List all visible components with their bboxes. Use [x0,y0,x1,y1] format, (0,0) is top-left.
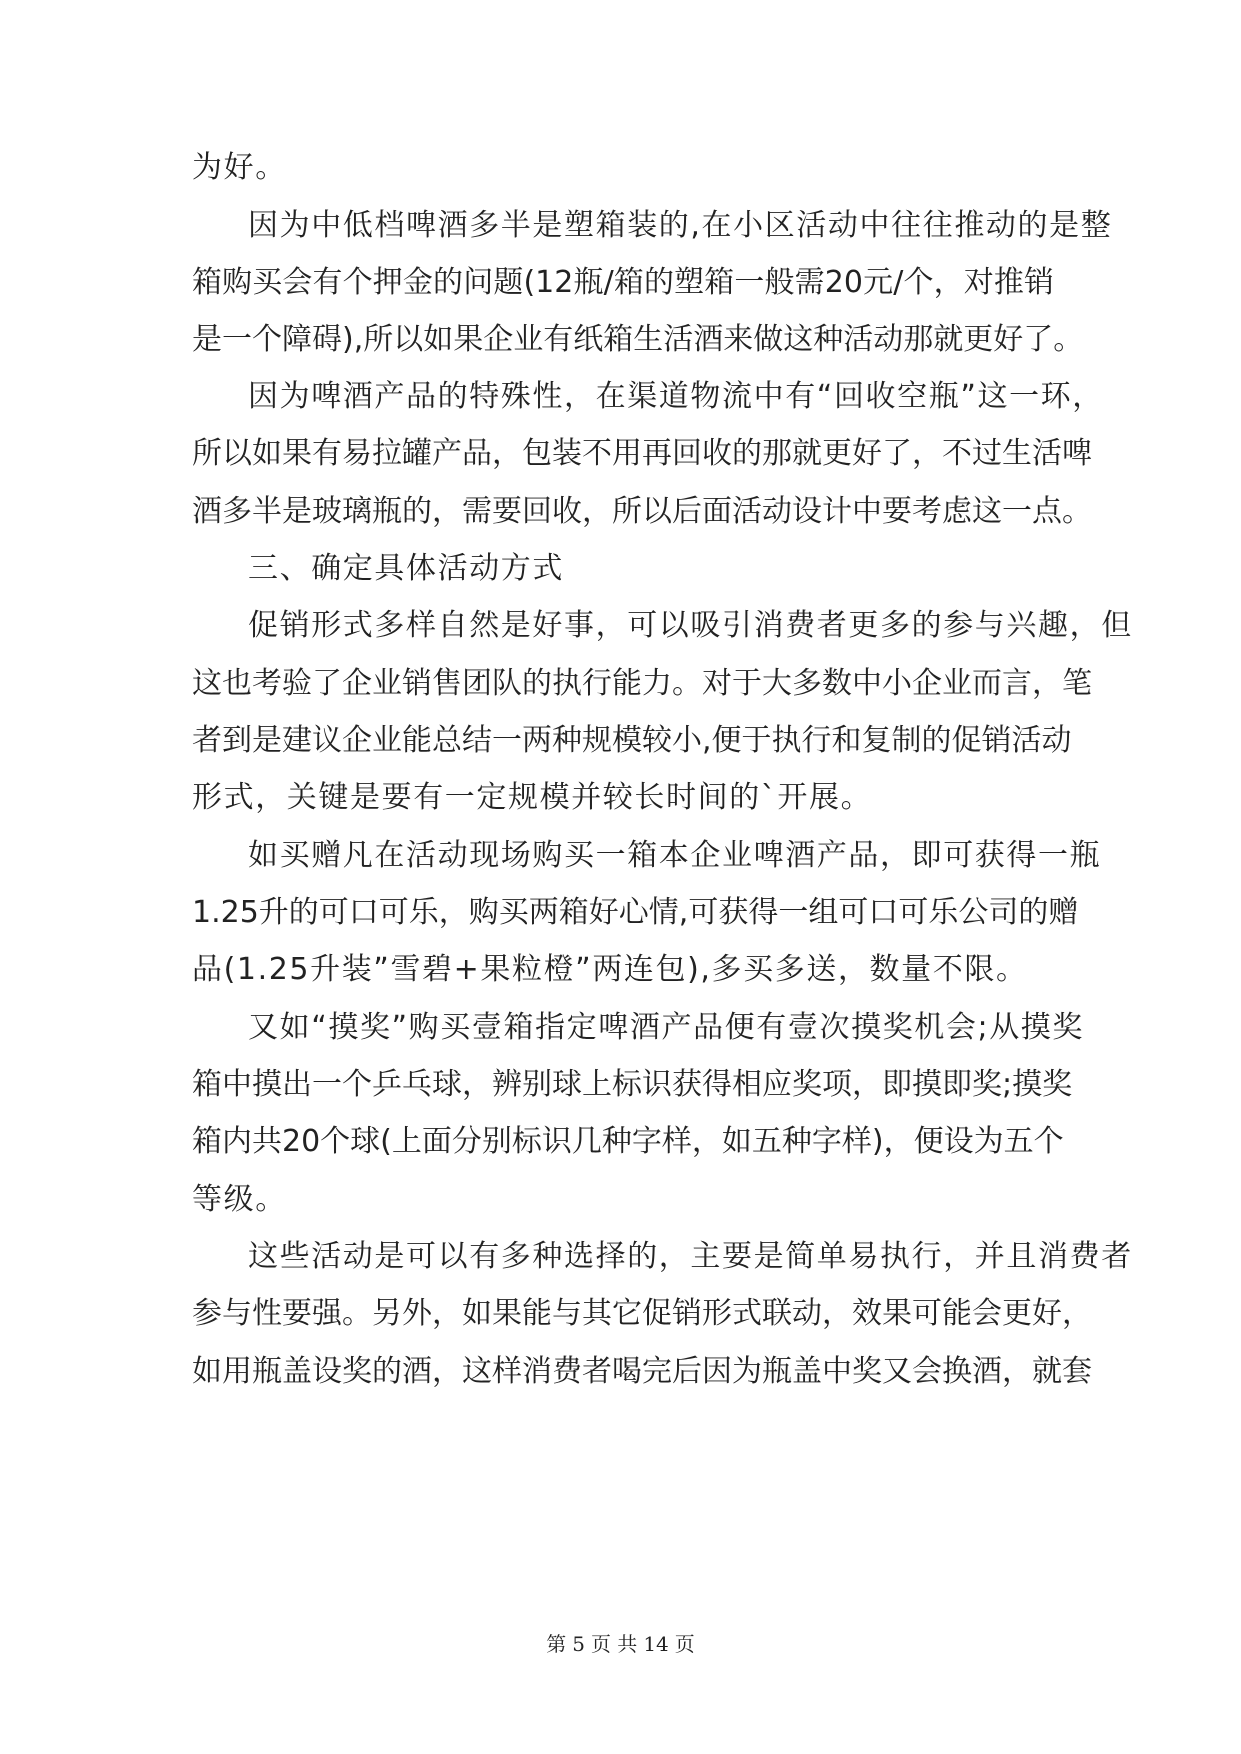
text-line: 1.25升的可口可乐，购买两箱好心情,可获得一组可口可乐公司的赠 [192,895,1079,930]
text-line: 又如“摸奖”购买壹箱指定啤酒产品便有壹次摸奖机会;从摸奖 [248,1010,1084,1045]
text-line: 酒多半是玻璃瓶的，需要回收，所以后面活动设计中要考虑这一点。 [192,494,1092,529]
footer-mid: 页 共 [590,1632,638,1656]
text-line: 促销形式多样自然是好事，可以吸引消费者更多的参与兴趣，但 [248,608,1133,643]
text-line: 参与性要强。另外，如果能与其它促销形式联动，效果可能会更好， [192,1296,1092,1331]
text-line: 为好。 [192,150,287,185]
text-line: 这些活动是可以有多种选择的，主要是简单易执行，并且消费者 [248,1239,1133,1274]
text-line: 这也考验了企业销售团队的执行能力。对于大多数中小企业而言，笔 [192,666,1092,701]
text-line: 者到是建议企业能总结一两种规模较小,便于执行和复制的促销活动 [192,723,1072,758]
page-total: 14 [643,1632,669,1656]
text-line: 如买赠凡在活动现场购买一箱本企业啤酒产品，即可获得一瓶 [248,838,1102,873]
text-line: 等级。 [192,1182,287,1217]
text-line: 如用瓶盖设奖的酒，这样消费者喝完后因为瓶盖中奖又会换酒，就套 [192,1354,1092,1389]
footer-suffix: 页 [674,1632,695,1656]
page-number: 5 [572,1632,585,1656]
text-line: 因为啤酒产品的特殊性，在渠道物流中有“回收空瓶”这一环， [248,379,1104,414]
section-heading: 三、确定具体活动方式 [248,551,564,586]
text-line: 形式，关键是要有一定规模并较长时间的`开展。 [192,780,873,815]
text-line: 品(1.25升装”雪碧+果粒橙”两连包),多买多送，数量不限。 [192,952,1028,987]
text-line: 是一个障碍),所以如果企业有纸箱生活酒来做这种活动那就更好了。 [192,322,1084,357]
text-line: 箱中摸出一个乒乓球，辨别球上标识获得相应奖项，即摸即奖;摸奖 [192,1067,1073,1102]
text-line: 所以如果有易拉罐产品，包装不用再回收的那就更好了，不过生活啤 [192,436,1092,471]
footer-prefix: 第 [546,1632,567,1656]
text-line: 箱购买会有个押金的问题(12瓶/箱的塑箱一般需20元/个，对推销 [192,265,1054,300]
text-line: 因为中低档啤酒多半是塑箱装的,在小区活动中往往推动的是整 [248,208,1113,243]
page-footer [0,1632,1241,1656]
text-line: 箱内共20个球(上面分别标识几种字样，如五种字样)，便设为五个 [192,1124,1064,1159]
